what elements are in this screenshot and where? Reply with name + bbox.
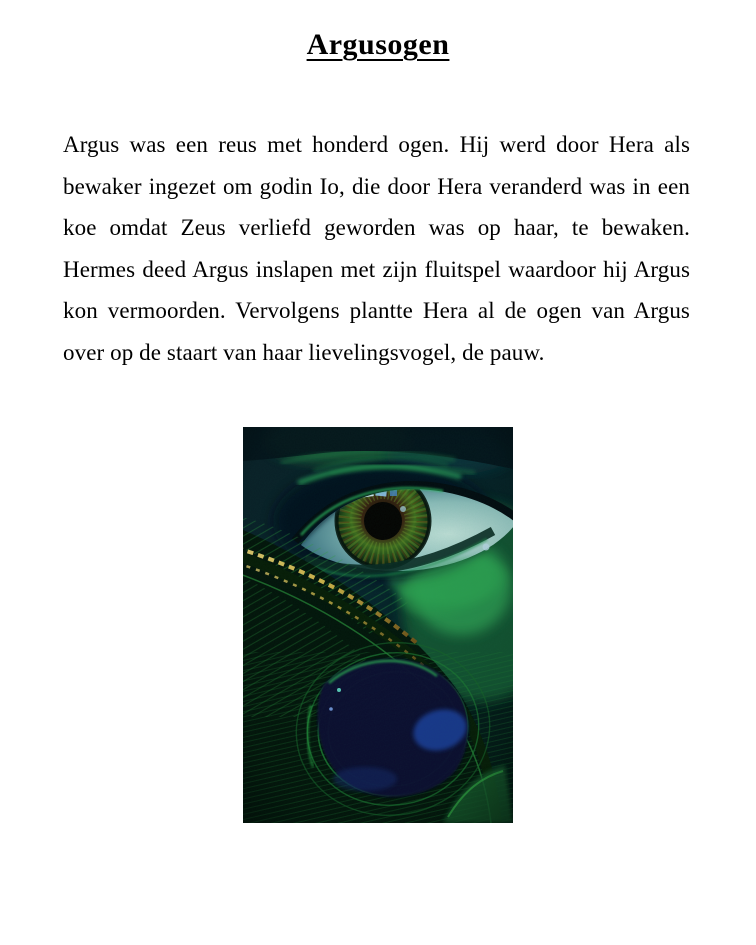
page-title: Argusogen (306, 28, 450, 61)
document-page (0, 28, 756, 945)
peacock-eye-photo (243, 427, 513, 823)
body-paragraph: Argus was een reus met honderd ogen. Hij werd door Hera als bewaker ingezet om godin Io, die door Hera veranderd was in een koe omdat Zeus verliefd geworden was op haar, te bewaken. Hermes deed Argus inslapen met zijn fluitspel waardoor hij Argus kon vermoorden. Vervolgens plantte Hera al de ogen van Argus over op de staart van haar lievelingsvogel, de pauw. (63, 132, 690, 365)
peacock-eye-image (243, 427, 513, 823)
